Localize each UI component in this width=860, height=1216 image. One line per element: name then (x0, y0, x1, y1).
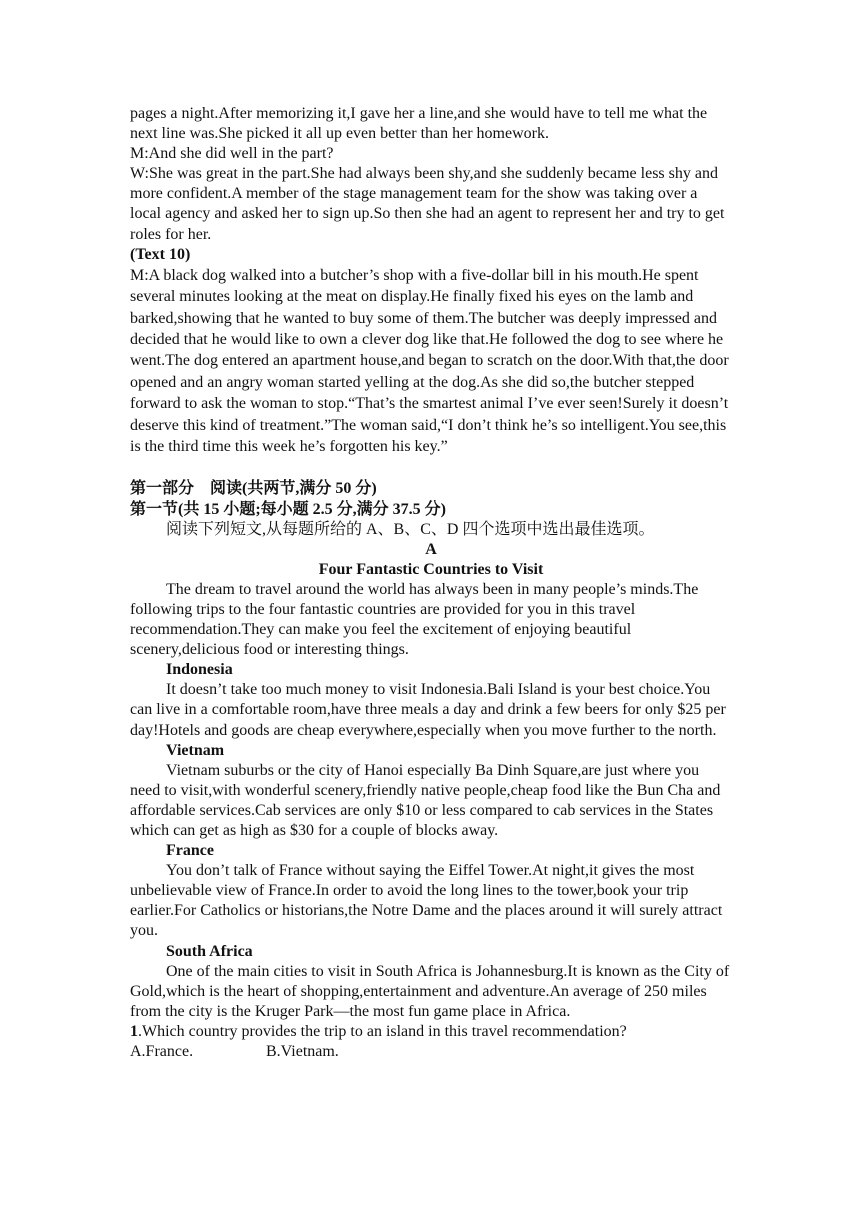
question-text: .Which country provides the trip to an island in this travel recommendation? (138, 1022, 627, 1040)
section-title: 第一节(共 15 小题;每小题 2.5 分,满分 37.5 分) (130, 500, 446, 518)
question-number: 1 (130, 1022, 138, 1040)
listening-paragraph-1: pages a night.After memorizing it,I gave her a line,and she would have to tell me what the next line was.She picked it all up even better than her homework. (130, 105, 708, 143)
question-1-options (130, 1042, 732, 1062)
country-heading-vietnam: Vietnam (166, 741, 225, 759)
passage-intro: The dream to travel around the world has always been in many people’s minds.The following trips to the four fantastic countries are provided for you in this travel recommendation.They can make you feel the excitement of enjoying beautiful scenery,delicious food or interesting things. (130, 580, 699, 659)
text10-label: (Text 10) (130, 245, 191, 263)
country-heading-indonesia: Indonesia (166, 661, 233, 679)
country-heading-south-africa: South Africa (166, 942, 253, 960)
passage-label: A (425, 540, 437, 558)
country-text-france: You don’t talk of France without saying the Eiffel Tower.At night,it gives the most unbelievable view of France.In order to avoid the long lines to the tower,book your trip earlier.For Catholics or historians,the Notre Dame and the places around it will surely attract you. (130, 862, 723, 940)
country-text-south-africa: One of the main cities to visit in South Africa is Johannesburg.It is known as the City of Gold,which is the heart of shopping,entertainment and adventure.An average of 250 miles from the city is the Kruger Park—the most fun game place in Africa. (130, 962, 730, 1020)
option-a: A.France. (130, 1043, 194, 1061)
question-1 (130, 1022, 732, 1042)
country-heading-france: France (166, 842, 214, 860)
country-text-indonesia: It doesn’t take too much money to visit Indonesia.Bali Island is your best choice.You can live in a comfortable room,have three meals a day and drink a few beers for only $25 per day!Hotels and goods are cheap everywhere,especially when you move further to the north. (130, 681, 726, 739)
option-b: B.Vietnam. (266, 1043, 339, 1061)
passage-title: Four Fantastic Countries to Visit (318, 560, 544, 578)
part-title: 第一部分 阅读(共两节,满分 50 分) (130, 480, 377, 498)
listening-paragraph-4: M:A black dog walked into a butcher’s shop with a five-dollar bill in his mouth.He spent several minutes looking at the meat on display.He finally fixed his eyes on the lamb and barked,showing that he wanted to buy some of them.The butcher was deeply impressed and decided that he would like to own a clever dog like that.He followed the dog to see where he went.The dog entered an apartment house,and began to scratch on the door.With that,the door opened and an angry woman started yelling at the dog.As she did so,the butcher stepped forward to ask the woman to stop.“That’s the smartest animal I’ve ever seen!Surely it doesn’t deserve this kind of treatment.”The woman said,“I don’t think he’s so intelligent.You see,this is the third time this week he’s forgotten his key.” (130, 266, 729, 455)
document-page (130, 104, 732, 1062)
listening-paragraph-2: M:And she did well in the part? (130, 145, 334, 163)
country-text-vietnam: Vietnam suburbs or the city of Hanoi especially Ba Dinh Square,are just where you need to visit,with wonderful scenery,friendly native people,cheap food like the Bun Cha and affordable services.Cab services are only $10 or less compared to cab services in the States which can get as high as $30 for a couple of blocks away. (130, 761, 721, 839)
section-gap (130, 457, 732, 479)
listening-paragraph-3: W:She was great in the part.She had always been shy,and she suddenly became less shy and more confident.A member of the stage management team for the show was taking over a local agency and asked her to sign up.So then she had an agent to represent her and try to get roles for her. (130, 165, 725, 243)
instruction: 阅读下列短文,从每题所给的 A、B、C、D 四个选项中选出最佳选项。 (166, 520, 655, 538)
